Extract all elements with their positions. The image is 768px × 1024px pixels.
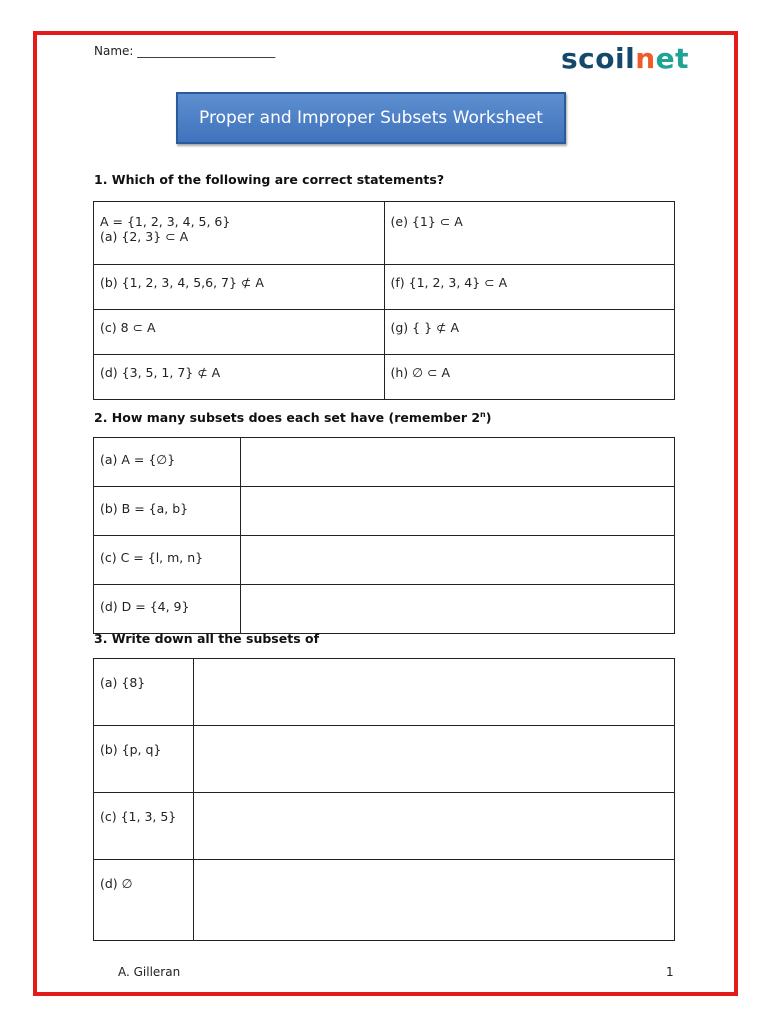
set-label: (c) C = {l, m, n} bbox=[94, 536, 241, 585]
question-2-heading-text: 2. How many subsets does each set have (remember 2 bbox=[94, 410, 481, 426]
footer-author: A. Gilleran bbox=[118, 965, 181, 979]
table-row bbox=[94, 536, 675, 585]
table-row bbox=[94, 793, 675, 860]
set-label: (b) {p, q} bbox=[94, 726, 194, 793]
answer-cell[interactable] bbox=[194, 659, 675, 726]
statement-h: (h) ∅ ⊂ A bbox=[384, 355, 675, 400]
statement-e: (e) {1} ⊂ A bbox=[384, 202, 675, 265]
page-number: 1 bbox=[666, 965, 674, 979]
scoilnet-logo bbox=[561, 42, 690, 75]
set-label: (d) ∅ bbox=[94, 860, 194, 941]
answer-cell[interactable] bbox=[241, 438, 675, 487]
statement-b: (b) {1, 2, 3, 4, 5,6, 7} ⊄ A bbox=[94, 265, 385, 310]
question-3-table bbox=[93, 658, 675, 941]
answer-cell[interactable] bbox=[241, 487, 675, 536]
question-2-table bbox=[93, 437, 675, 634]
logo-text-part3: et bbox=[655, 42, 690, 75]
statement-a: (a) {2, 3} ⊂ A bbox=[100, 229, 189, 244]
worksheet-title: Proper and Improper Subsets Worksheet bbox=[176, 92, 566, 144]
table-row bbox=[94, 355, 675, 400]
set-label: (a) {8} bbox=[94, 659, 194, 726]
answer-cell[interactable] bbox=[241, 585, 675, 634]
table-row bbox=[94, 438, 675, 487]
set-label: (d) D = {4, 9} bbox=[94, 585, 241, 634]
set-label: (a) A = {∅} bbox=[94, 438, 241, 487]
statement-d: (d) {3, 5, 1, 7} ⊄ A bbox=[94, 355, 385, 400]
set-label: (c) {1, 3, 5} bbox=[94, 793, 194, 860]
question-2-heading bbox=[94, 410, 491, 425]
table-row bbox=[94, 487, 675, 536]
statement-f: (f) {1, 2, 3, 4} ⊂ A bbox=[384, 265, 675, 310]
question-3-heading: 3. Write down all the subsets of bbox=[94, 631, 320, 646]
statement-g: (g) { } ⊄ A bbox=[384, 310, 675, 355]
table-row bbox=[94, 860, 675, 941]
question-2-heading-end: ) bbox=[485, 410, 492, 426]
set-label: (b) B = {a, b} bbox=[94, 487, 241, 536]
statement-c: (c) 8 ⊂ A bbox=[94, 310, 385, 355]
question-1-heading: 1. Which of the following are correct statements? bbox=[94, 172, 445, 187]
answer-cell[interactable] bbox=[194, 860, 675, 941]
table-row bbox=[94, 659, 675, 726]
logo-text-part1: scoil bbox=[561, 42, 636, 75]
name-field-label: Name: _______________________ bbox=[94, 44, 276, 58]
table-row bbox=[94, 202, 675, 265]
answer-cell[interactable] bbox=[241, 536, 675, 585]
question-2-heading-exponent: n bbox=[480, 410, 486, 419]
answer-cell[interactable] bbox=[194, 793, 675, 860]
table-row bbox=[94, 585, 675, 634]
table-row bbox=[94, 310, 675, 355]
logo-text-part2: n bbox=[635, 42, 656, 75]
set-definition: A = {1, 2, 3, 4, 5, 6} bbox=[100, 214, 231, 229]
answer-cell[interactable] bbox=[194, 726, 675, 793]
table-row bbox=[94, 265, 675, 310]
table-cell bbox=[94, 202, 385, 265]
question-1-table bbox=[93, 201, 675, 400]
table-row bbox=[94, 726, 675, 793]
